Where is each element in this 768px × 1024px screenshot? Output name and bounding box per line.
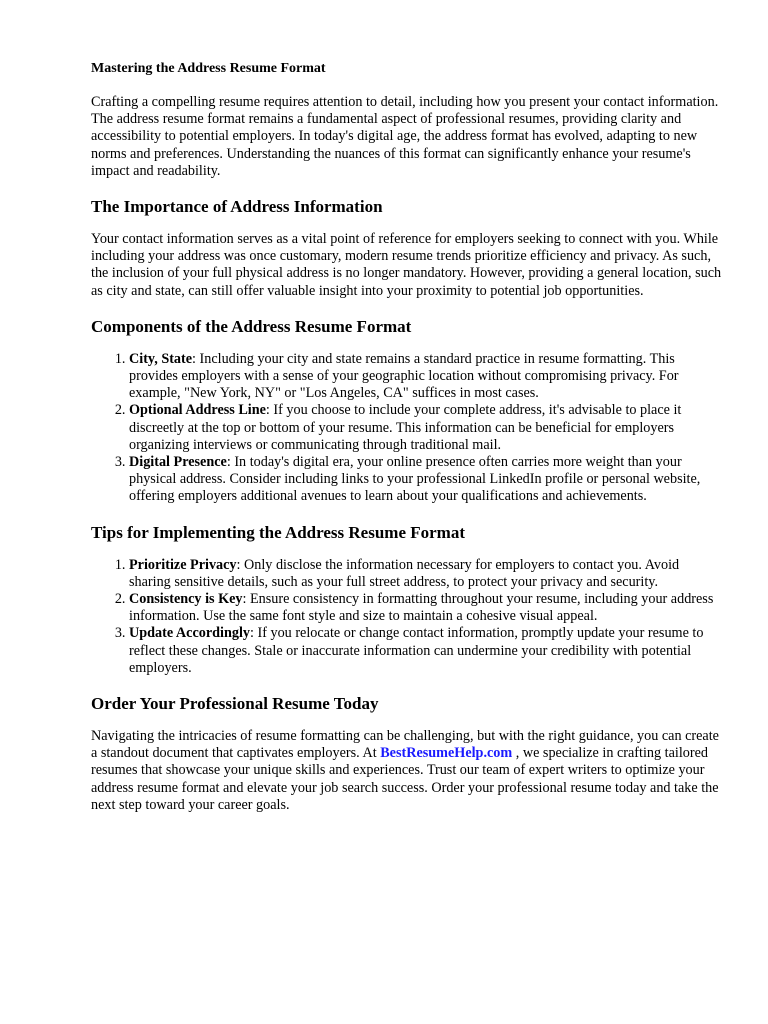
list-item-text: : Only disclose the information necessary for employers to contact you. Avoid sharing sensitive details, such as your full street address, to protect your privacy and security. [129,556,680,590]
tips-list [91,557,722,677]
intro-paragraph: Crafting a compelling resume requires attention to detail, including how you present your contact information. The address resume format remains a fundamental aspect of professional resumes, providing clarity and accessibility to potential employers. In today's digital age, the address format has evolved, adapting to new norms and preferences. Understanding the nuances of this format can significantly enhance your resume's impact and readability. [91,94,719,179]
list-item [129,625,722,677]
list-item-text: : Ensure consistency in formatting throughout your resume, including your address information. Use the same font style and size to maintain a cohesive visual appeal. [129,591,714,625]
list-item [129,402,722,454]
importance-heading: The Importance of Address Information [91,197,383,217]
list-item [129,557,722,591]
best-resume-help-link[interactable]: BestResumeHelp.com [380,745,513,762]
list-item-term: City, State [129,350,193,367]
order-paragraph [91,728,722,814]
list-item [129,591,722,625]
list-item-text: : If you relocate or change contact information, promptly update your resume to reflect these changes. Stale or inaccurate information can undermine your credibility with potential employers. [129,625,704,676]
components-list [91,351,722,506]
list-item [129,454,722,506]
components-heading: Components of the Address Resume Format [91,316,412,336]
order-heading: Order Your Professional Resume Today [91,694,379,714]
list-item-text: : Including your city and state remains a standard practice in resume formatting. This provides employers with a sense of your geographic location without compromising privacy. For example, "New York, NY" or "Los Angeles, CA" suffices in most cases. [129,350,679,402]
order-text-before: Navigating the intricacies of resume formatting can be challenging, but with the right guidance, you can create a standout document that captivates employers. At [91,728,719,762]
list-item-text: : In today's digital era, your online presence often carries more weight than your physical address. Consider including links to your professional LinkedIn profile or personal website, offering employers additional avenues to learn about your qualifications and achievements. [129,454,701,505]
document-title: Mastering the Address Resume Format [91,61,326,76]
list-item-term: Update Accordingly [129,625,250,642]
list-item [129,351,722,403]
list-item-term: Optional Address Line [129,402,266,419]
list-item-term: Prioritize Privacy [129,556,237,573]
importance-paragraph: Your contact information serves as a vital point of reference for employers seeking to connect with you. While including your address was once customary, modern resume trends prioritize efficiency and privacy. As such, the inclusion of your full physical address is no longer mandatory. However, providing a general location, such as city and state, can still offer valuable insight into your proximity to potential job opportunities. [91,231,722,299]
list-item-term: Consistency is Key [129,591,243,608]
tips-heading: Tips for Implementing the Address Resume Format [91,522,465,542]
order-text-after: , we specialize in crafting tailored resumes that showcase your unique skills and experiences. Trust our team of expert writers to optimize your address resume format and elevate your job search success. Order your professional resume today and take the next step toward your career goals. [91,745,719,813]
list-item-term: Digital Presence [129,454,227,471]
list-item-text: : If you choose to include your complete address, it's advisable to place it discreetly at the top or bottom of your resume. This information can be beneficial for employers organizing interviews or communicating through traditional mail. [129,402,682,453]
